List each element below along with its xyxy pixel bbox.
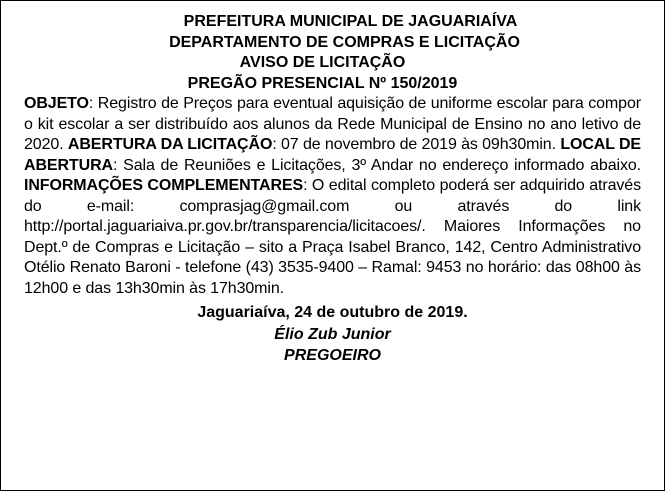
abertura-label: ABERTURA DA LICITAÇÃO [67, 136, 273, 153]
objeto-text: : Registro de Preços para eventual aquisição de uniforme escolar para compor o kit escolar a ser distribuído aos alunos da Rede Municipal de Ensino no ano letivo de 2020. [24, 95, 641, 153]
info-text: : O edital completo poderá ser adquirido através do e-mail: comprasjag@gmail.com ou através do link http://portal.jaguariaiva.pr.gov.br/transparencia/licitacoes/. Maiores Informações no Dept.º de Compras e Licitação – sito a Praça Isabel Branco, 142, Centro Administrativo Otélio Renato Baroni - telefone (43) 3535-9400 – Ramal: 9453 no horário: das 08h00 às 12h00 e das 13h30min às 17h30min. [24, 177, 641, 297]
municipality-title: PREFEITURA MUNICIPAL DE JAGUARIAÍVA [183, 13, 518, 30]
objeto-label: OBJETO [24, 95, 89, 112]
notice-footer [24, 302, 641, 367]
notice-header [24, 12, 641, 94]
department-title: DEPARTAMENTO DE COMPRAS E LICITAÇÃO [169, 33, 520, 51]
signatory-role: PREGOEIRO [284, 347, 381, 364]
notice-type-title: AVISO DE LICITAÇÃO [239, 54, 406, 71]
date-line: Jaguariaíva, 24 de outubro de 2019. [197, 304, 468, 321]
abertura-text: : 07 de novembro de 2019 às 09h30min. [272, 136, 561, 153]
signatory-name: Élio Zub Junior [274, 325, 391, 343]
local-text: : Sala de Reuniões e Licitações, 3º Andar no endereço informado abaixo. [112, 156, 641, 174]
info-label: INFORMAÇÕES COMPLEMENTARES [24, 177, 304, 194]
local-label: LOCAL DE ABERTURA [24, 136, 642, 174]
notice-body [24, 94, 641, 299]
procurement-number-title: PREGÃO PRESENCIAL Nº 150/2019 [187, 74, 458, 92]
